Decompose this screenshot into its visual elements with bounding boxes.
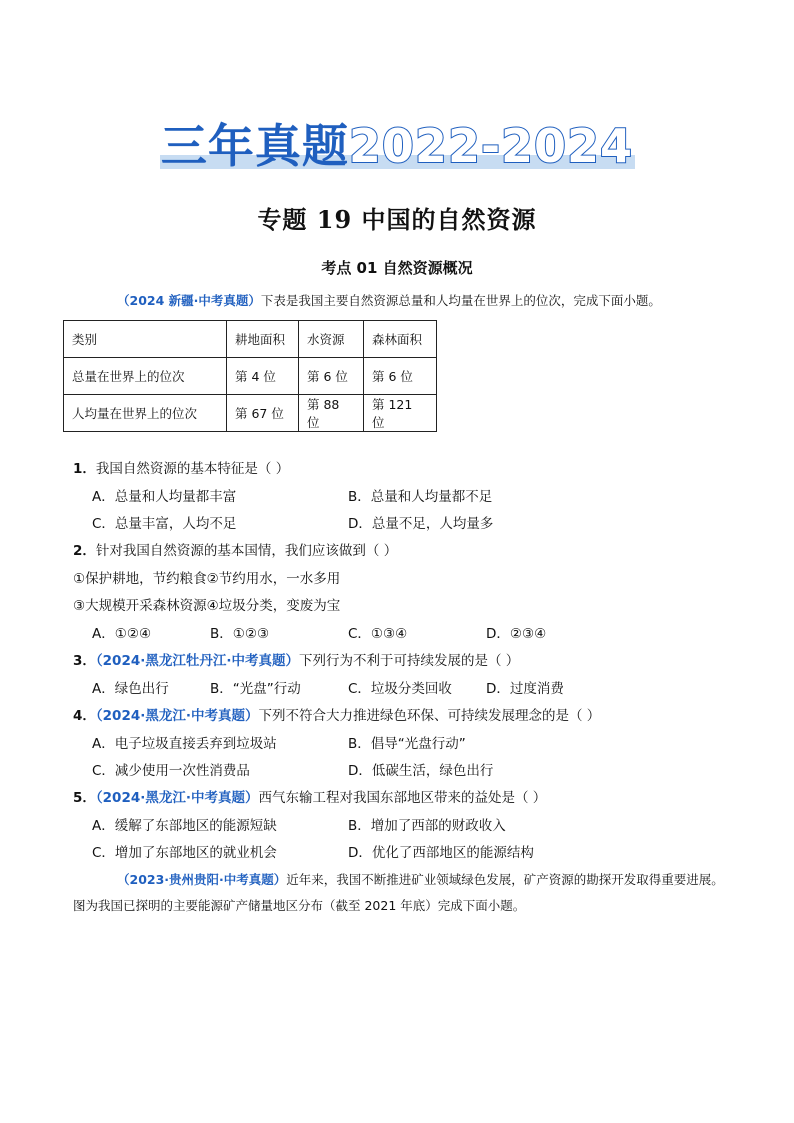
- table-row: [64, 358, 437, 395]
- question-text: 我国自然资源的基本特征是（ ）: [95, 461, 290, 477]
- question-4: [73, 706, 600, 726]
- question-text: 下列不符合大力推进绿色环保、可持续发展理念的是（ ）: [258, 708, 601, 724]
- q1-option-d[interactable]: D．总量不足，人均量多: [348, 516, 494, 532]
- table-header-row: [64, 321, 437, 358]
- intro-1-text: 下表是我国主要自然资源总量和人均量在世界上的位次，完成下面小题。: [260, 293, 661, 308]
- question-source: （2024·黑龙江·中考真题）: [95, 790, 259, 806]
- q3-option-a[interactable]: A．绿色出行: [92, 681, 169, 697]
- intro-1-source: （2024 新疆·中考真题）: [117, 293, 261, 308]
- intro-2-source: （2023·贵州贵阳·中考真题）: [117, 872, 287, 887]
- table-cell: 第 6 位: [299, 358, 364, 395]
- intro-paragraph-2: [73, 867, 733, 919]
- question-number: 1．: [73, 461, 96, 477]
- question-text: 下列行为不利于可持续发展的是（ ）: [299, 653, 520, 669]
- q4-option-a[interactable]: A．电子垃圾直接丢弃到垃圾站: [92, 736, 277, 752]
- question-number: 4．: [73, 708, 96, 724]
- q5-option-d[interactable]: D．优化了西部地区的能源结构: [348, 845, 534, 861]
- table-cell: 第 67 位: [227, 395, 299, 432]
- q1-option-b[interactable]: B．总量和人均量都不足: [348, 489, 493, 505]
- resource-table: [63, 320, 437, 432]
- intro-paragraph-1: [73, 288, 733, 314]
- q2-option-b[interactable]: B．①②③: [210, 626, 270, 642]
- q5-option-c[interactable]: C．增加了东部地区的就业机会: [92, 845, 277, 861]
- table-header-cell: 水资源: [299, 321, 364, 358]
- table-cell: 第 4 位: [227, 358, 299, 395]
- intro-2-text: 近年来，我国不断推进矿业领域绿色发展，矿产资源的勘探开发取得重要进展。图为我国已探明的主要能源矿产储量地区分布（截至 2021 年底）完成下面小题。: [73, 872, 724, 913]
- q3-option-b[interactable]: B．“光盘”行动: [210, 681, 301, 697]
- table-cell: 第 88 位: [299, 395, 364, 432]
- banner-years: 2022-2024: [348, 119, 634, 173]
- banner-label: 三年真题: [160, 119, 349, 173]
- q3-option-c[interactable]: C．垃圾分类回收: [348, 681, 452, 697]
- table-cell: 第 6 位: [364, 358, 437, 395]
- q5-option-b[interactable]: B．增加了西部的财政收入: [348, 818, 506, 834]
- question-3: [73, 651, 519, 671]
- page-title: 专题 19 中国的自然资源: [257, 205, 537, 234]
- question-source: （2024·黑龙江·中考真题）: [95, 708, 259, 724]
- banner-text: [0, 118, 794, 174]
- question-number: 2．: [73, 543, 96, 559]
- table-cell: 总量在世界上的位次: [64, 358, 227, 395]
- q3-option-d[interactable]: D．过度消费: [486, 681, 564, 697]
- section-subtitle: 考点 01 自然资源概况: [321, 259, 473, 277]
- q4-option-c[interactable]: C．减少使用一次性消费品: [92, 763, 250, 779]
- question-source: （2024·黑龙江牡丹江·中考真题）: [95, 653, 299, 669]
- q4-option-d[interactable]: D．低碳生活，绿色出行: [348, 763, 494, 779]
- q2-option-d[interactable]: D．②③④: [486, 626, 547, 642]
- question-5: [73, 788, 546, 808]
- question-1: [73, 459, 289, 479]
- table-cell: 人均量在世界上的位次: [64, 395, 227, 432]
- q2-statement-line-2: ③大规模开采森林资源④垃圾分类，变废为宝: [73, 598, 341, 614]
- table-row: [64, 395, 437, 432]
- question-text: 针对我国自然资源的基本国情，我们应该做到（ ）: [95, 543, 398, 559]
- q1-option-a[interactable]: A．总量和人均量都丰富: [92, 489, 237, 505]
- q1-option-c[interactable]: C．总量丰富，人均不足: [92, 516, 237, 532]
- q2-option-a[interactable]: A．①②④: [92, 626, 152, 642]
- q2-option-c[interactable]: C．①③④: [348, 626, 408, 642]
- q4-option-b[interactable]: B．倡导“光盘行动”: [348, 736, 466, 752]
- q5-option-a[interactable]: A．缓解了东部地区的能源短缺: [92, 818, 277, 834]
- header-banner: [0, 118, 794, 182]
- question-number: 5．: [73, 790, 96, 806]
- q2-statement-line-1: ①保护耕地，节约粮食②节约用水，一水多用: [73, 571, 341, 587]
- table-header-cell: 耕地面积: [227, 321, 299, 358]
- question-number: 3．: [73, 653, 96, 669]
- table-cell: 第 121 位: [364, 395, 437, 432]
- table-header-cell: 森林面积: [364, 321, 437, 358]
- question-text: 西气东输工程对我国东部地区带来的益处是（ ）: [258, 790, 547, 806]
- question-2: [73, 541, 397, 561]
- table-header-cell: 类别: [64, 321, 227, 358]
